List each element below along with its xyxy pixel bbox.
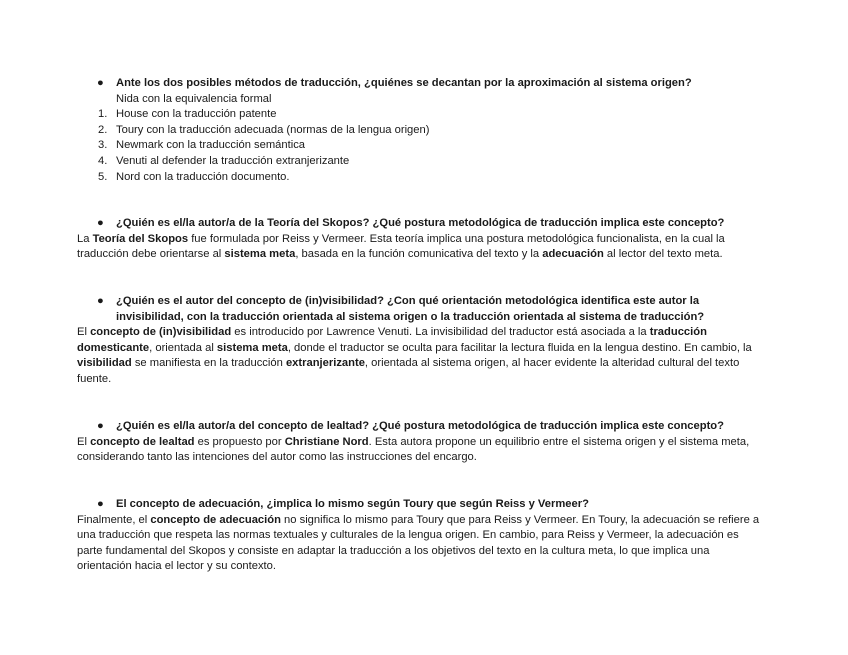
bullet-icon: ●: [97, 420, 104, 432]
section-q3: [77, 294, 767, 388]
section-q5: [77, 497, 767, 575]
list-item: 3. Newmark con la traducción semántica: [98, 139, 306, 152]
list-item: 4. Venuti al defender la traducción extranjerizante: [98, 154, 350, 167]
section-q4: [77, 419, 767, 466]
answer-5: Finalmente, el concepto de adecuación no significa lo mismo para Toury que para Reiss y Vermeer. En Toury, la adecuación se refiere a una traducción que respeta las normas textuales y culturales de la lengua origen. En cambio, para Reiss y Vermeer, la adecuación es parte fundamental del Skopos y consiste en adaptar la traducción a los objetivos del texto en la cultura meta, lo que implica una orientación hacia el lector y su contexto.: [77, 513, 760, 573]
section-q2: [77, 216, 767, 263]
question-1: ● Ante los dos posibles métodos de traducción, ¿quiénes se decantan por la aproximación al sistema origen?: [77, 76, 767, 92]
bullet-icon: ●: [97, 77, 104, 89]
list-item: 5. Nord con la traducción documento.: [98, 170, 290, 183]
answer-1-list: [77, 107, 767, 185]
section-q1: [77, 76, 767, 185]
answer-4: El concepto de lealtad es propuesto por Christiane Nord. Esta autora propone un equilibrio entre el sistema origen y el sistema meta, considerando tanto las intenciones del autor como las instrucciones del encargo.: [77, 435, 750, 464]
bullet-icon: ●: [97, 217, 104, 229]
answer-2: La Teoría del Skopos fue formulada por Reiss y Vermeer. Esta teoría implica una postura metodológica funcionalista, en la cual la traducción debe orientarse al sistema meta, basada en la función comunicativa del texto y la adecuación al lector del texto meta.: [77, 232, 725, 261]
bullet-icon: ●: [97, 295, 104, 307]
bullet-icon: ●: [97, 498, 104, 510]
question-2: ● ¿Quién es el/la autor/a de la Teoría del Skopos? ¿Qué postura metodológica de traducción implica este concepto?: [77, 216, 767, 232]
list-item: 1. House con la traducción patente: [98, 108, 277, 121]
question-5: ● El concepto de adecuación, ¿implica lo mismo según Toury que según Reiss y Vermeer?: [77, 497, 767, 513]
answer-1-intro: Nida con la equivalencia formal: [116, 92, 272, 105]
question-4: ● ¿Quién es el/la autor/a del concepto de lealtad? ¿Qué postura metodológica de traducción implica este concepto?: [77, 419, 767, 435]
question-3: ● ¿Quién es el autor del concepto de (in)visibilidad? ¿Con qué orientación metodológica identifica este autor la invisibilidad, con la traducción orientada al sistema origen o la traducción orientada al sistema de traducción?: [97, 295, 705, 323]
list-item: 2. Toury con la traducción adecuada (normas de la lengua origen): [98, 123, 430, 136]
answer-3: El concepto de (in)visibilidad es introducido por Lawrence Venuti. La invisibilidad del traductor está asociada a la traducción domesticante, orientada al sistema meta, donde el traductor se oculta para facilitar la lectura fluida en la lengua destino. En cambio, la visibilidad se manifiesta en la traducción extranjerizante, orientada al sistema origen, al hacer evidente la alteridad cultural del texto fuente.: [77, 326, 752, 385]
